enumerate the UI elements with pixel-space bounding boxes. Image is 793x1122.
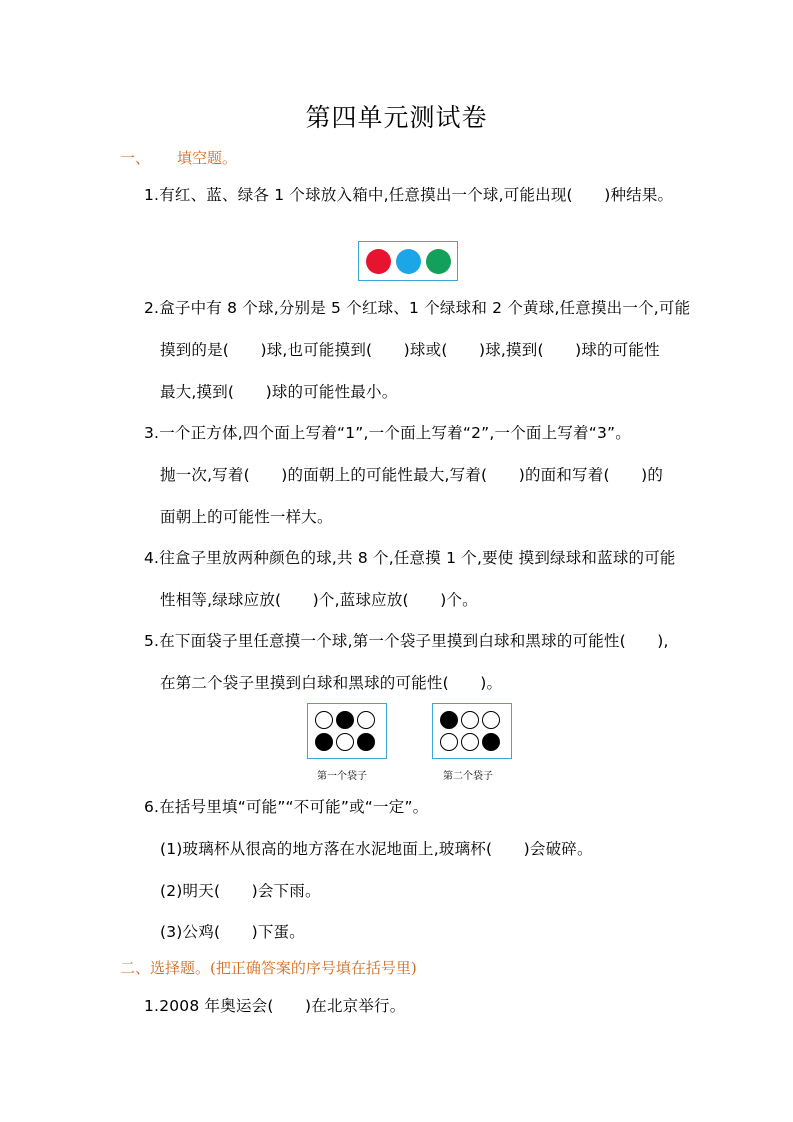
second-bag bbox=[432, 703, 512, 759]
black-ball-dot bbox=[357, 733, 375, 751]
page-title: 第四单元测试卷 bbox=[305, 103, 488, 132]
section-2-label: 二、选择题。(把正确答案的序号填在括号里) bbox=[120, 959, 417, 977]
first-bag bbox=[307, 703, 387, 759]
green-ball bbox=[426, 249, 451, 274]
question-6-sub-1: (1)玻璃杯从很高的地方落在水泥地面上,玻璃杯( )会破碎。 bbox=[160, 840, 593, 858]
question-2-line-1: 2.盒子中有 8 个球,分别是 5 个红球、1 个绿球和 2 个黄球,任意摸出一个,可能 bbox=[144, 299, 691, 317]
question-6-intro: 6.在括号里填“可能”“不可能”或“一定”。 bbox=[144, 798, 429, 816]
black-ball-dot bbox=[336, 711, 354, 729]
white-ball-dot bbox=[315, 711, 333, 729]
multiple-choice-1: 1.2008 年奥运会( )在北京举行。 bbox=[144, 997, 406, 1015]
section-1-number: 一、 bbox=[120, 149, 151, 167]
first-bag-caption: 第一个袋子 bbox=[317, 771, 367, 782]
white-ball-dot bbox=[440, 733, 458, 751]
question-2-line-2: 摸到的是( )球,也可能摸到( )球或( )球,摸到( )球的可能性 bbox=[160, 341, 660, 359]
white-ball-dot bbox=[461, 711, 479, 729]
question-4-line-2: 性相等,绿球应放( )个,蓝球应放( )个。 bbox=[160, 591, 478, 609]
section-1-label: 填空题。 bbox=[177, 149, 238, 167]
black-ball-dot bbox=[440, 711, 458, 729]
white-ball-dot bbox=[336, 733, 354, 751]
question-3-line-1: 3.一个正方体,四个面上写着“1”,一个面上写着“2”,一个面上写着“3”。 bbox=[144, 424, 631, 442]
question-5-line-2: 在第二个袋子里摸到白球和黑球的可能性( )。 bbox=[160, 674, 503, 692]
question-3-line-3: 面朝上的可能性一样大。 bbox=[160, 508, 333, 526]
second-bag-caption: 第二个袋子 bbox=[443, 771, 493, 782]
black-ball-dot bbox=[315, 733, 333, 751]
question-3-line-2: 抛一次,写着( )的面朝上的可能性最大,写着( )的面和写着( )的 bbox=[160, 466, 664, 484]
ball-box bbox=[358, 241, 458, 281]
question-2-line-3: 最大,摸到( )球的可能性最小。 bbox=[160, 383, 398, 401]
question-5-line-1: 5.在下面袋子里任意摸一个球,第一个袋子里摸到白球和黑球的可能性( ), bbox=[144, 632, 669, 650]
black-ball-dot bbox=[482, 733, 500, 751]
question-6-sub-2: (2)明天( )会下雨。 bbox=[160, 882, 321, 900]
question-6-sub-3: (3)公鸡( )下蛋。 bbox=[160, 923, 305, 941]
white-ball-dot bbox=[357, 711, 375, 729]
white-ball-dot bbox=[482, 711, 500, 729]
question-1: 1.有红、蓝、绿各 1 个球放入箱中,任意摸出一个球,可能出现( )种结果。 bbox=[144, 186, 674, 204]
white-ball-dot bbox=[461, 733, 479, 751]
red-ball bbox=[366, 249, 391, 274]
question-4-line-1: 4.往盒子里放两种颜色的球,共 8 个,任意摸 1 个,要使 摸到绿球和蓝球的可能 bbox=[144, 549, 676, 567]
blue-ball bbox=[396, 249, 421, 274]
